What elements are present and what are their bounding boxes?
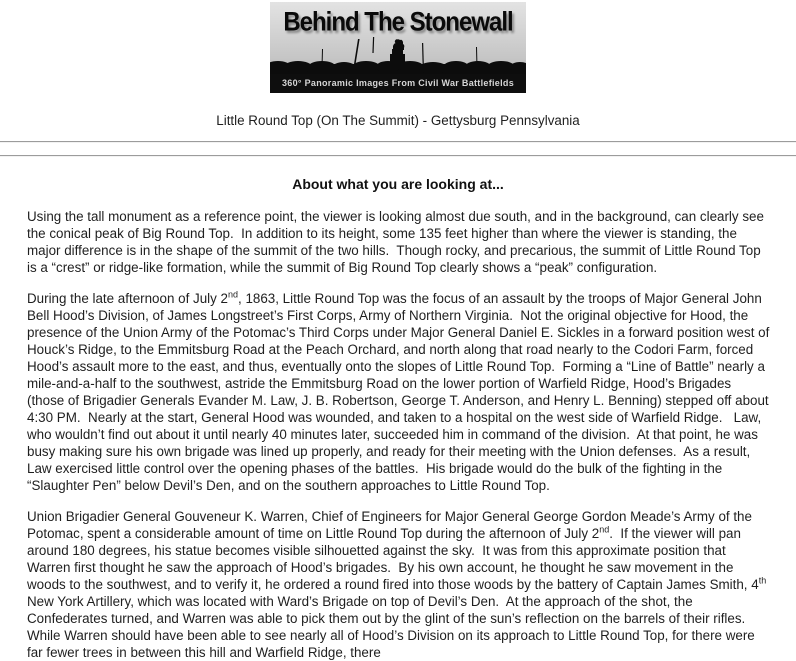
battlefield-silhouette-icon bbox=[270, 37, 526, 74]
divider-top bbox=[0, 141, 796, 143]
paragraph-assault: During the late afternoon of July 2nd, 1863, Little Round Top was the focus of an assault by the troops of Major General John Bell Hood’s Division, of James Longstreet’s First Corps, Army of Northern Virginia. Not the original objective for Hood, the presence of the Union Army of the Potomac’s Third Corps under Major General Daniel E. Sickles in a forward position west of Houck’s Ridge, to the Emmitsburg Road at the Peach Orchard, and north along that road nearly to the Codori Farm, forced Hood’s assault more to the east, and thus, eventually onto the slopes of Little Round Top. Forming a “Line of Battle” nearly a mile-and-a-half to the southwest, astride the Emmitsburg Road on the lower portion of Warfield Ridge, Hood’s Brigades (those of Brigadier Generals Evander M. Law, J. B. Robertson, George T. Anderson, and Henry L. Benning) stepped off about 4:30 PM. Nearly at the start, General Hood was wounded, and taken to a hospital on the west side of Warfield Ridge. Law, who wouldn’t find out about it until nearly 40 minutes later, succeeded him in command of the division. At that point, he was busy making sure his own brigade was lined up properly, and ready for their meeting with the Union defenses. As a result, Law exercised little control over the opening phases of the battles. His brigade would do the bulk of the fighting in the “Slaughter Pen” below Devil’s Den, and on the southern approaches to Little Round Top. bbox=[27, 289, 774, 493]
paragraph-warren: Union Brigadier General Gouveneur K. Warren, Chief of Engineers for Major General George Gordon Meade’s Army of the Potomac, spent a considerable amount of time on Little Round Top during the afternoon of July 2nd. If the viewer will pan around 180 degrees, his statue becomes visible silhouetted against the sky. It was from this approximate position that Warren first thought he saw the approach of Hood’s brigades. By his own account, he thought he saw movement in the woods to the southwest, and to verify it, he ordered a round fired into those woods by the battery of Captain James Smith, 4th New York Artillery, which was located with Ward’s Brigade on top of Devil’s Den. At the approach of the shot, the Confederates turned, and Warren was able to pick them out by the glint of the sun’s reflection on the barrels of their rifles. While Warren should have been able to see nearly all of Hood’s Division on its approach to Little Round Top, for there were far fewer trees in between this hill and Warfield Ridge, there bbox=[27, 509, 770, 660]
site-banner bbox=[270, 2, 526, 93]
site-title: Behind The Stonewall bbox=[283, 7, 513, 38]
banner-tagline: 360° Panoramic Images From Civil War Battlefields bbox=[270, 74, 526, 93]
banner-artwork bbox=[270, 2, 526, 74]
paragraph-overview: Using the tall monument as a reference point, the viewer is looking almost due south, and in the background, can clearly see the conical peak of Big Round Top. In addition to its height, some 135 feet higher than where the viewer is standing, the major difference is in the shape of the summit of the two hills. Though rocky, and precarious, the summit of Little Round Top is a “crest” or ridge-like formation, while the summit of Big Round Top clearly shows a “peak” configuration. bbox=[27, 209, 768, 275]
section-heading: About what you are looking at... bbox=[292, 176, 504, 192]
article-text bbox=[0, 208, 796, 661]
divider-bottom bbox=[0, 155, 796, 157]
page bbox=[0, 2, 796, 661]
page-subtitle: Little Round Top (On The Summit) - Gettysburg Pennsylvania bbox=[216, 113, 580, 128]
